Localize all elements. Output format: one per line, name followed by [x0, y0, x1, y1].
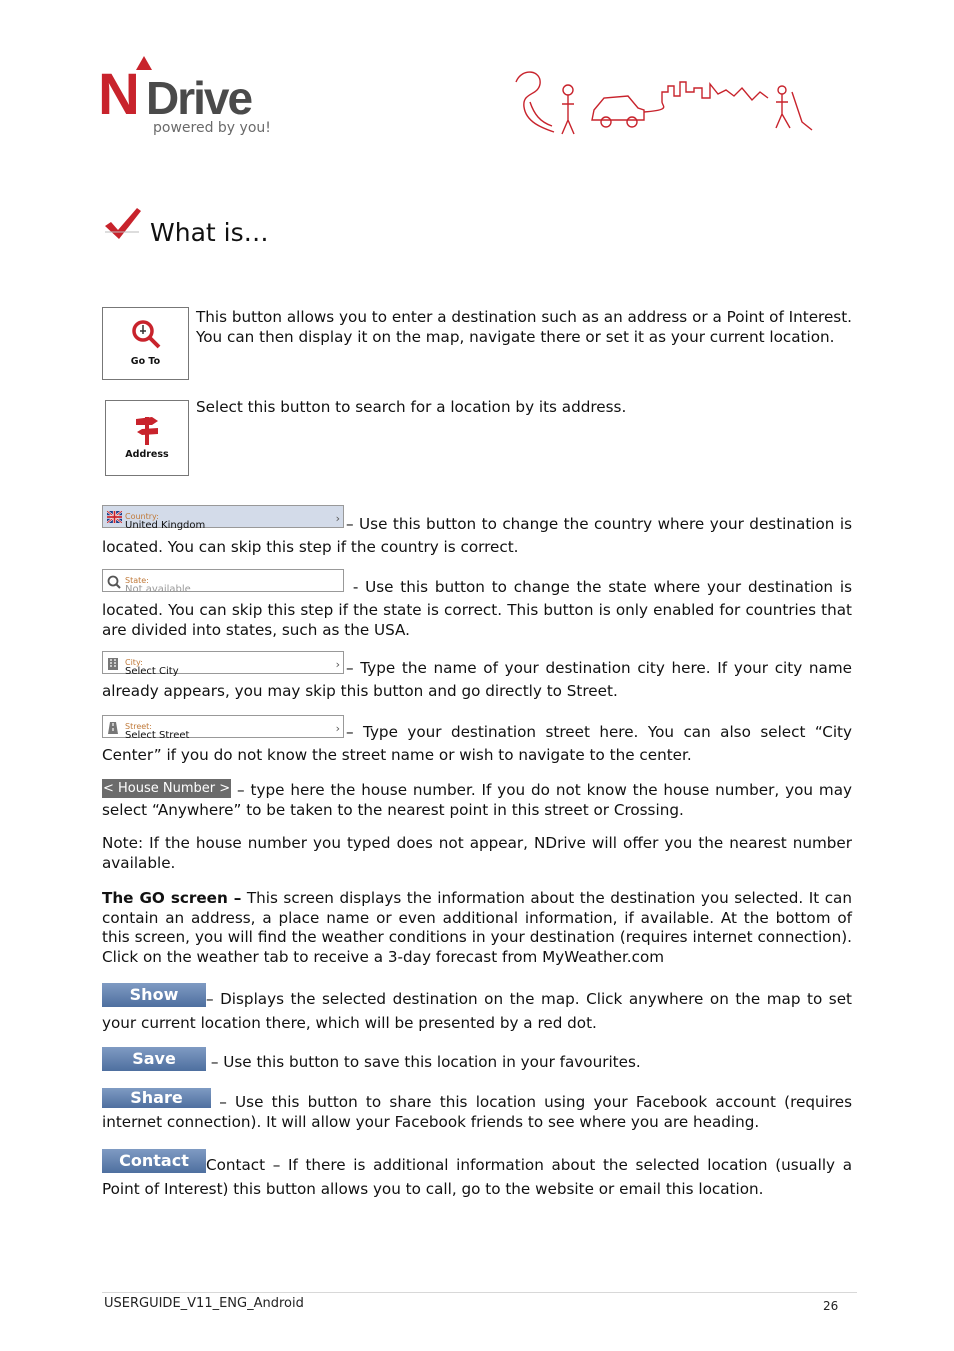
page-title: What is… — [150, 218, 269, 247]
country-small-label: Country: — [125, 512, 159, 521]
save-paragraph — [102, 1047, 852, 1071]
contact-paragraph — [102, 1149, 852, 1198]
street-small-label: Street: — [125, 722, 153, 731]
go-screen-paragraph — [102, 889, 852, 967]
city-value: Select City — [125, 666, 179, 677]
show-description: – Displays the selected destination on the map. Click anywhere on the map to set your current location there, which will be presented by a red dot. — [102, 990, 852, 1032]
page-number: 26 — [823, 1299, 839, 1313]
contact-button-illustration: Contact — [102, 1149, 206, 1173]
goto-description: This button allows you to enter a destination such as an address or a Point of Interest. You can then display it on the map, navigate there or set it as your current location. — [196, 308, 852, 346]
address-icon-label: Address — [125, 449, 169, 460]
signpost-icon — [132, 413, 162, 447]
show-button-illustration: Show — [102, 983, 206, 1007]
city-small-label: City: — [125, 658, 143, 667]
share-button-illustration: Share — [102, 1088, 211, 1108]
road-icon — [107, 721, 119, 734]
svg-text:N: N — [98, 62, 140, 122]
city-selector-illustration — [102, 651, 344, 677]
logo-tagline: powered by you! — [153, 120, 271, 136]
go-screen-heading: The GO screen – — [102, 889, 242, 907]
building-icon — [107, 657, 119, 670]
street-selector-illustration — [102, 715, 344, 741]
contact-description: Contact – If there is additional information about the selected location (usually a Point of Interest) this button allows you to call, go to the website or email this location. — [102, 1156, 852, 1198]
save-description: – Use this button to save this location in your favourites. — [206, 1053, 641, 1071]
street-paragraph — [102, 715, 852, 764]
address-description: Select this button to search for a location by its address. — [196, 398, 627, 416]
uk-flag-icon — [107, 511, 122, 523]
state-small-label: State: — [125, 576, 149, 585]
country-value: United Kingdom — [125, 520, 206, 531]
house-number-illustration: < House Number > — [103, 781, 231, 796]
save-button-illustration: Save — [102, 1047, 206, 1071]
state-value: Not available — [125, 584, 191, 595]
note-paragraph: Note: If the house number you typed does not appear, NDrive will offer you the nearest number available. — [102, 834, 852, 872]
street-description: – Type your destination street here. You can also select “City Center” if you do not know the street name or wish to navigate to the center. — [102, 723, 852, 764]
search-icon — [107, 575, 121, 589]
skyline-banner-illustration — [512, 62, 822, 142]
checkmark-icon — [103, 206, 143, 242]
goto-icon-label: Go To — [130, 356, 161, 367]
chevron-right-icon: › — [335, 512, 340, 525]
house-number-description: – type here the house number. If you do not know the house number, you may select “Anywhere” to be taken to the nearest point in this street or Crossing. — [102, 781, 852, 819]
country-selector-illustration — [102, 505, 344, 531]
city-paragraph — [102, 651, 852, 700]
ndrive-logo — [96, 52, 281, 122]
country-description: – Use this button to change the country where your destination is located. You can skip this step if the country is correct. — [102, 515, 852, 556]
goto-button-illustration — [102, 307, 189, 380]
address-button-illustration — [105, 400, 189, 476]
state-selector-illustration — [102, 569, 344, 595]
svg-text:Drive: Drive — [146, 72, 252, 122]
show-paragraph — [102, 983, 852, 1032]
state-description: - Use this button to change the state where your destination is located. You can skip this step if the state is correct. This button is only enabled for countries that are divided into states, such as the USA. — [102, 578, 852, 639]
house-number-paragraph — [102, 778, 852, 818]
street-value: Select Street — [125, 730, 190, 741]
search-location-icon — [130, 318, 162, 350]
city-description: – Type the name of your destination city here. If your city name already appears, you may skip this button and go directly to Street. — [102, 659, 852, 700]
share-paragraph — [102, 1088, 852, 1131]
state-paragraph — [102, 569, 852, 639]
footer-divider — [102, 1292, 857, 1293]
chevron-right-icon: › — [335, 722, 340, 735]
footer-document-id: USERGUIDE_V11_ENG_Android — [104, 1296, 304, 1311]
chevron-right-icon: › — [335, 658, 340, 671]
country-paragraph — [102, 505, 852, 556]
go-screen-description: This screen displays the information about the destination you selected. It can contain an address, a place name or even additional information, if available. At the bottom of this screen, you will find the weather conditions in your destination (requires internet connection). Click on the weather tab to receive a 3-day forecast from MyWeather.com — [102, 889, 852, 966]
share-description: – Use this button to share this location using your Facebook account (requires internet connection). It will allow your Facebook friends to see where you are heading. — [102, 1093, 852, 1131]
